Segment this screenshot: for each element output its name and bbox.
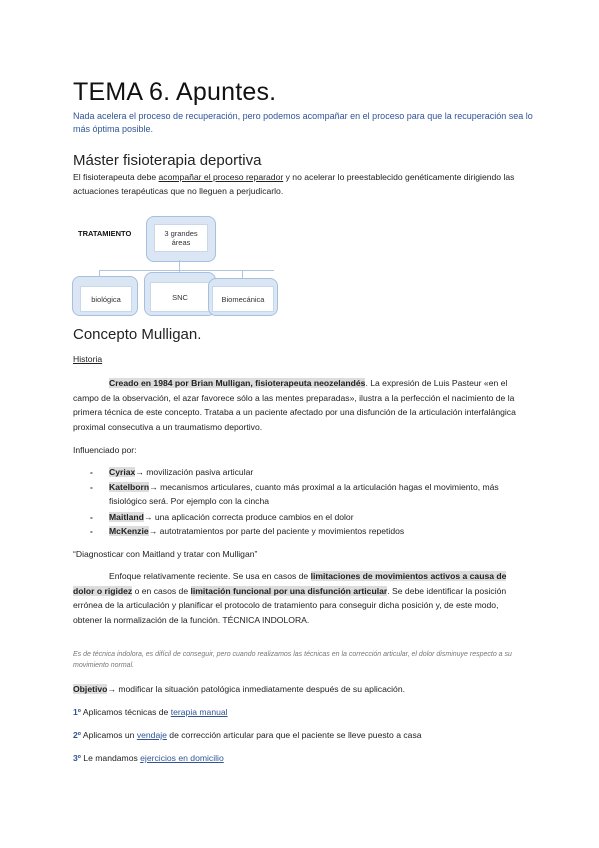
diagram-child-biomecanica: Biomecánica: [212, 286, 274, 312]
connector: [179, 260, 180, 270]
mulligan-origin-bold: Creado en 1984 por Brian Mulligan, fisioterapeuta neozelandés: [109, 378, 366, 388]
approach-paragraph: Enfoque relativamente reciente. Se usa en casos de limitaciones de movimientos activos a causa de dolor o rigidez o en casos de limitación funcional por una disfunción articular. Se debe identificar la posición errónea de la articulación y planificar el protocolo de tratamiento para conseguir dicha posición y, de este modo, obtener la normalización de la función. TÉCNICA INDOLORA.: [73, 571, 507, 625]
historia-heading: Historia: [73, 354, 103, 364]
step-3: 3º Le mandamos ejercicios en domicilio: [73, 753, 224, 763]
step-2-link[interactable]: vendaje: [136, 730, 167, 740]
step-3-link[interactable]: ejercicios en domicilio: [140, 753, 224, 763]
intro-text: Nada acelera el proceso de recuperación, pero podemos acompañar en el proceso para que la recuperación sea lo más óptima posible.: [73, 111, 533, 134]
master-paragraph: El fisioterapeuta debe acompañar el proceso reparador y no acelerar lo preestablecido genéticamente dirigiendo las actuaciones terapéuticas que no lleguen a perjudicarlo.: [73, 172, 515, 196]
step-1: 1º Aplicamos técnicas de terapia manual: [73, 707, 228, 717]
master-underlined: acompañar el proceso reparador: [158, 172, 284, 182]
connector: [99, 270, 274, 271]
page-title: TEMA 6. Apuntes.: [73, 78, 277, 106]
list-item: - Katelborn→ mecanismos articulares, cuanto más proximal a la articulación hagas el movimiento, más fisiológico será. Por ejemplo con la cincha: [90, 482, 499, 506]
diagram-root: TRATAMIENTO: [78, 229, 132, 238]
step-2: 2º Aplicamos un vendaje de corrección articular para que el paciente se lleve puesto a casa: [73, 730, 422, 740]
influenced-label: Influenciado por:: [73, 445, 137, 455]
mulligan-heading: Concepto Mulligan.: [73, 326, 202, 343]
diagram-child-snc: SNC: [150, 282, 210, 312]
diagram-child-biologica: biológica: [80, 286, 132, 312]
list-item: - Cyriax→ movilización pasiva articular: [90, 467, 254, 477]
historia-paragraph: Creado en 1984 por Brian Mulligan, fisioterapeuta neozelandés. La expresión de Luis Pasteur «en el campo de la observación, el azar favorece sólo a las mentes preparadas», ilustra a la perfección el nacimiento de la primera técnica de este concepto. Trataba a un paciente afectado por una disfunción de la articulación interfalángica proximal consecutiva a un traumatismo deportivo.: [73, 378, 516, 432]
treatment-diagram: [70, 212, 330, 322]
objective-paragraph: Objetivo→ modificar la situación patológica inmediatamente después de su aplicación.: [73, 684, 405, 694]
technique-note: Es de técnica indolora, es difícil de conseguir, pero cuando realizamos las técnicas en la corrección articular, el dolor disminuye respecto a su movimiento normal.: [73, 651, 512, 669]
step-1-link[interactable]: terapia manual: [170, 707, 228, 717]
list-item: - Maitland→ una aplicación correcta produce cambios en el dolor: [90, 512, 354, 522]
diagram-center: 3 grandes áreas: [154, 224, 208, 252]
quote: “Diagnosticar con Maitland y tratar con Mulligan”: [73, 549, 258, 559]
master-heading: Máster fisioterapia deportiva: [73, 152, 262, 169]
list-item: - McKenzie→ autotratamientos por parte del paciente y movimientos repetidos: [90, 526, 405, 536]
